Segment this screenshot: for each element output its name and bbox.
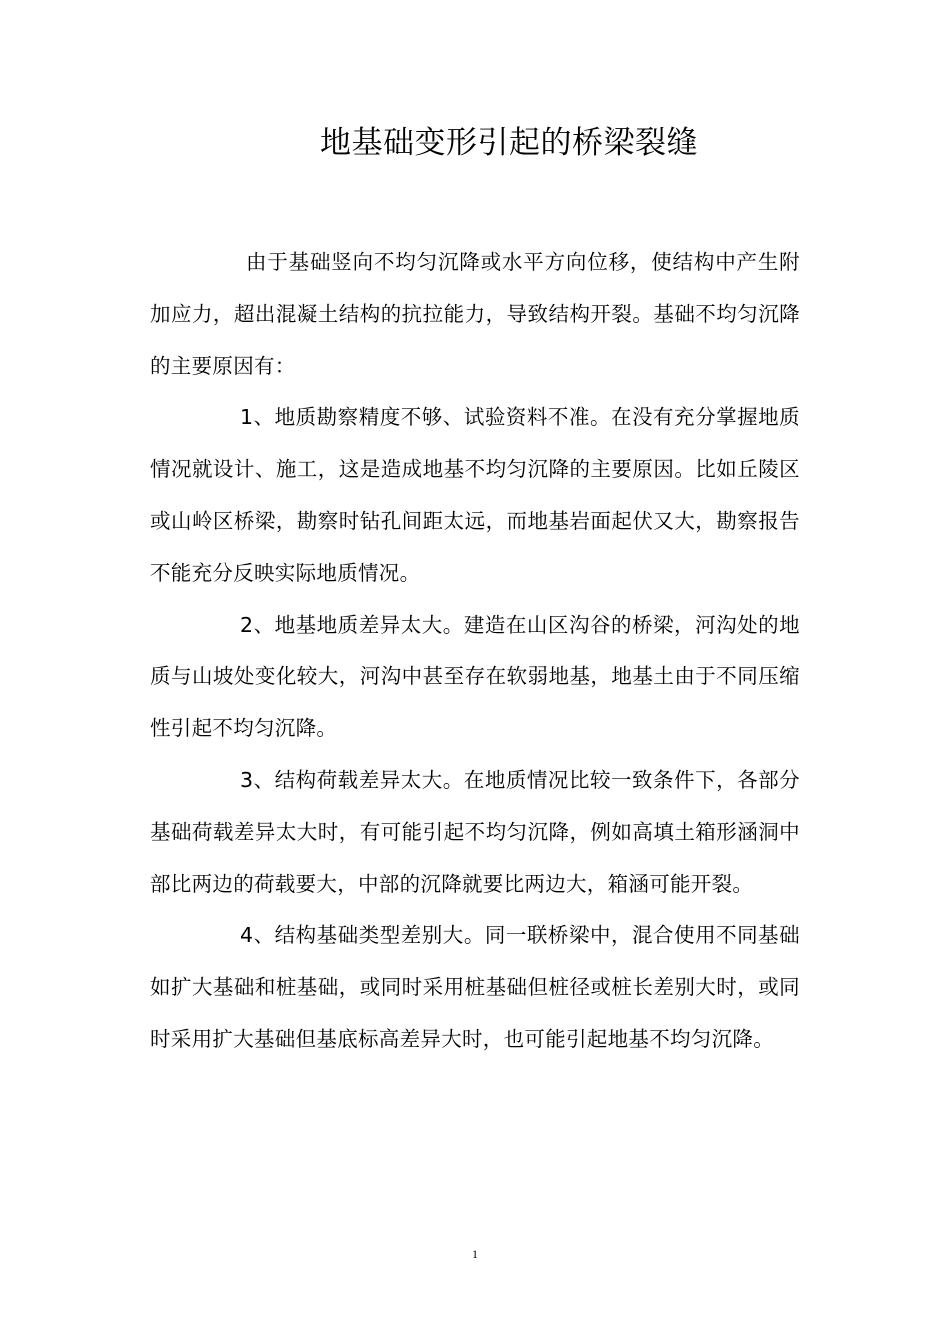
page-number: 1 bbox=[472, 1247, 478, 1261]
paragraph-item-3: 3、结构荷载差异太大。在地质情况比较一致条件下，各部分基础荷载差异太大时，有可能引起不均匀沉降，例如高填土箱形涵洞中部比两边的荷载要大，中部的沉降就要比两边大，箱涵可能开裂。 bbox=[150, 767, 800, 896]
paragraph-item-1: 1、地质勘察精度不够、试验资料不准。在没有充分掌握地质情况就设计、施工，这是造成地基不均匀沉降的主要原因。比如丘陵区或山岭区桥梁，勘察时钻孔间距太远，而地基岩面起伏又大，勘察报告不能充分反映实际地质情况。 bbox=[150, 405, 800, 585]
document-body bbox=[150, 237, 800, 1066]
paragraph-item-4: 4、结构基础类型差别大。同一联桥梁中，混合使用不同基础如扩大基础和桩基础，或同时采用桩基础但桩径或桩长差别大时，或同时采用扩大基础但基底标高差异大时，也可能引起地基不均匀沉降。 bbox=[150, 923, 800, 1051]
paragraph-intro: 由于基础竖向不均匀沉降或水平方向位移，使结构中产生附加应力，超出混凝土结构的抗拉能力，导致结构开裂。基础不均匀沉降的主要原因有： bbox=[150, 250, 800, 378]
document-title: 地基础变形引起的桥梁裂缝 bbox=[320, 125, 698, 161]
paragraph-item-2: 2、地基地质差异太大。建造在山区沟谷的桥梁，河沟处的地质与山坡处变化较大，河沟中甚至存在软弱地基，地基土由于不同压缩性引起不均匀沉降。 bbox=[150, 612, 800, 741]
